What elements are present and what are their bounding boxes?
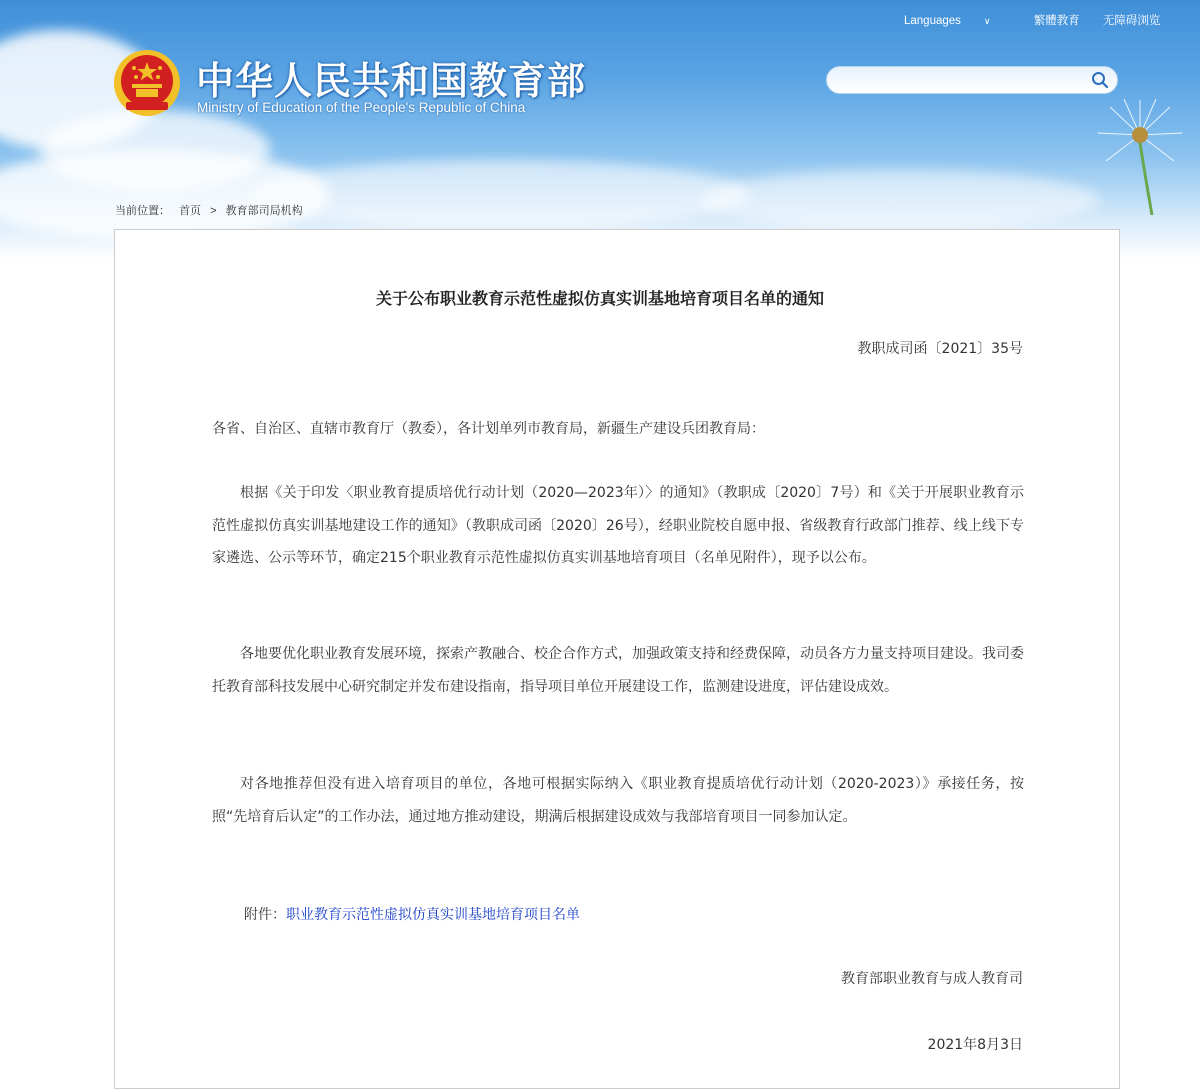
- search-input[interactable]: [839, 71, 1083, 91]
- breadcrumb: [115, 202, 309, 218]
- site-subtitle: Ministry of Education of the People's Republic of China: [197, 100, 526, 115]
- header-banner: [0, 0, 1200, 260]
- attachment-label: 附件：: [244, 907, 286, 923]
- document-paragraph: 对各地推荐但没有进入培育项目的单位，各地可根据实际纳入《职业教育提质培优行动计划（2020-2023）》承接任务，按照“先培育后认定”的工作办法，通过地方推动建设，期满后根据建设成效与我部培育项目一同参加认定。: [212, 776, 1024, 825]
- cloud-decoration: [250, 160, 750, 230]
- national-emblem-icon: [112, 48, 182, 118]
- document-paragraph: 各地要优化职业教育发展环境，探索产教融合、校企合作方式，加强政策支持和经费保障，动员各方力量支持项目建设。我司委托教育部科技发展中心研究制定并发布建设指南，指导项目单位开展建设工作，监测建设进度，评估建设成效。: [212, 646, 1024, 695]
- document-salutation: 各省、自治区、直辖市教育厅（教委），各计划单列市教育局，新疆生产建设兵团教育局：: [212, 421, 765, 437]
- search-icon[interactable]: [1091, 71, 1109, 89]
- document-paragraph: 根据《关于印发〈职业教育提质培优行动计划（2020—2023年）〉的通知》（教职成〔2020〕7号）和《关于开展职业教育示范性虚拟仿真实训基地建设工作的通知》（教职成司函〔2020〕26号），经职业院校自愿申报、省级教育行政部门推荐、线上线下专家遴选、公示等环节，确定215个职业教育示范性虚拟仿真实训基地培育项目（名单见附件），现予以公布。: [212, 485, 1024, 566]
- search-box: [826, 66, 1118, 94]
- languages-label: Languages: [904, 15, 961, 27]
- cloud-decoration: [700, 170, 1100, 230]
- attachment-link[interactable]: 职业教育示范性虚拟仿真实训基地培育项目名单: [286, 907, 580, 923]
- attachment: [244, 904, 580, 924]
- breadcrumb-home[interactable]: 首页: [179, 205, 202, 217]
- breadcrumb-label: 当前位置：: [115, 205, 170, 217]
- breadcrumb-separator: >: [210, 205, 217, 217]
- breadcrumb-current[interactable]: 教育部司局机构: [225, 205, 303, 217]
- document-title: 关于公布职业教育示范性虚拟仿真实训基地培育项目名单的通知: [375, 289, 824, 308]
- document-date: 2021年8月3日: [927, 1037, 1023, 1053]
- top-links: [904, 12, 1180, 28]
- document-signature: 教育部职业教育与成人教育司: [841, 971, 1023, 987]
- site-title: 中华人民共和国教育部: [196, 59, 587, 103]
- chevron-down-icon: ∨: [983, 16, 991, 26]
- traditional-link[interactable]: 繁體教育: [1033, 15, 1080, 27]
- accessibility-link[interactable]: 无障碍浏览: [1102, 15, 1161, 27]
- document-number: 教职成司函〔2021〕35号: [857, 341, 1023, 357]
- languages-menu[interactable]: [904, 15, 1011, 27]
- dandelion-decoration: [1090, 95, 1190, 215]
